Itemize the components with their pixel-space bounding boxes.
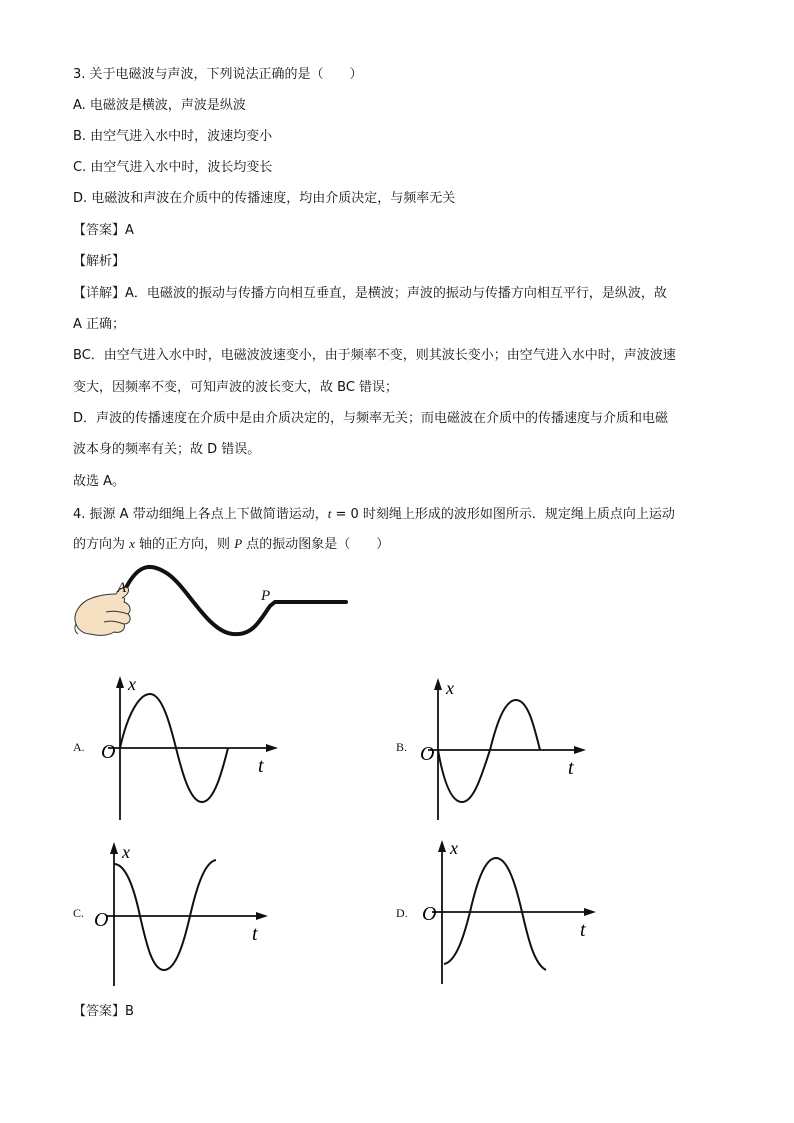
source-label: A [117,580,127,596]
q3-detail-line-4: 变大，因频率不变，可知声波的波长变大，故 BC 错误； [73,380,399,395]
option-a-label: A. [73,740,85,754]
answer-tag: 【答案】 [73,1004,126,1019]
q3-option-c: C. 由空气进入水中时，波长均变长 [73,160,273,175]
rope-wave [123,567,346,634]
axis-x-label: x [446,678,454,698]
origin-label: O [101,741,116,763]
q3-detail-line-1 [73,285,667,303]
option-d-curve [444,858,546,970]
axis-t-label: t [568,757,574,779]
q3-option-a: A. 电磁波是横波，声波是纵波 [73,98,246,113]
detail-tag: 【详解】 [73,286,126,301]
option-b-graph [416,674,596,822]
answer-value: A [125,223,134,238]
axis-t-label: t [580,919,586,941]
point-label: P [261,588,271,604]
origin-label: O [94,909,109,931]
option-b-label: B. [396,740,408,754]
axis-t-label: t [258,755,264,777]
q3-detail-line-7: 故选 A。 [73,474,126,489]
q3-analysis-tag: 【解析】 [73,254,126,269]
answer-tag: 【答案】 [73,223,126,238]
option-a-graph [98,672,288,822]
option-b-curve [438,700,540,802]
option-c-curve [114,860,216,970]
axis-x-label: x [450,838,458,858]
detail-text: A．电磁波的振动与传播方向相互垂直，是横波；声波的振动与传播方向相互平行，是纵波，故 [125,286,667,301]
axis-x-label: x [122,842,130,862]
option-c-graph [92,838,277,988]
q3-answer [73,222,134,240]
q3-detail-line-5: D．声波的传播速度在介质中是由介质决定的，与频率无关；而电磁波在介质中的传播速度与介质和电磁 [73,411,669,426]
rope-wave-figure [68,562,353,644]
answer-value: B [125,1004,134,1019]
q3-stem: 3. 关于电磁波与声波，下列说法正确的是（ ） [73,67,363,82]
q3-option-b: B. 由空气进入水中时，波速均变小 [73,129,273,144]
origin-label: O [422,903,437,925]
origin-label: O [420,743,435,765]
q4-stem-line-1: 4. 振源 A 带动细绳上各点上下做简谐运动，t = 0 时刻绳上形成的波形如图所示．规定绳上质点向上运动 [73,506,675,522]
q3-option-d: D. 电磁波和声波在介质中的传播速度，均由介质决定，与频率无关 [73,191,456,206]
q3-detail-line-6: 波本身的频率有关；故 D 错误。 [73,442,261,457]
q4-answer [73,1003,134,1021]
option-c-label: C. [73,906,85,920]
axis-x-label: x [128,674,136,694]
option-d-graph [420,836,605,986]
q4-stem-line-2: 的方向为 x 轴的正方向，则 P 点的振动图象是（ ） [73,536,390,552]
q3-detail-line-3: BC．由空气进入水中时，电磁波波速变小，由于频率不变，则其波长变小；由空气进入水中时，声波波速 [73,348,676,363]
option-d-label: D. [396,906,408,920]
q3-detail-line-2: A 正确； [73,317,126,332]
axis-t-label: t [252,923,258,945]
